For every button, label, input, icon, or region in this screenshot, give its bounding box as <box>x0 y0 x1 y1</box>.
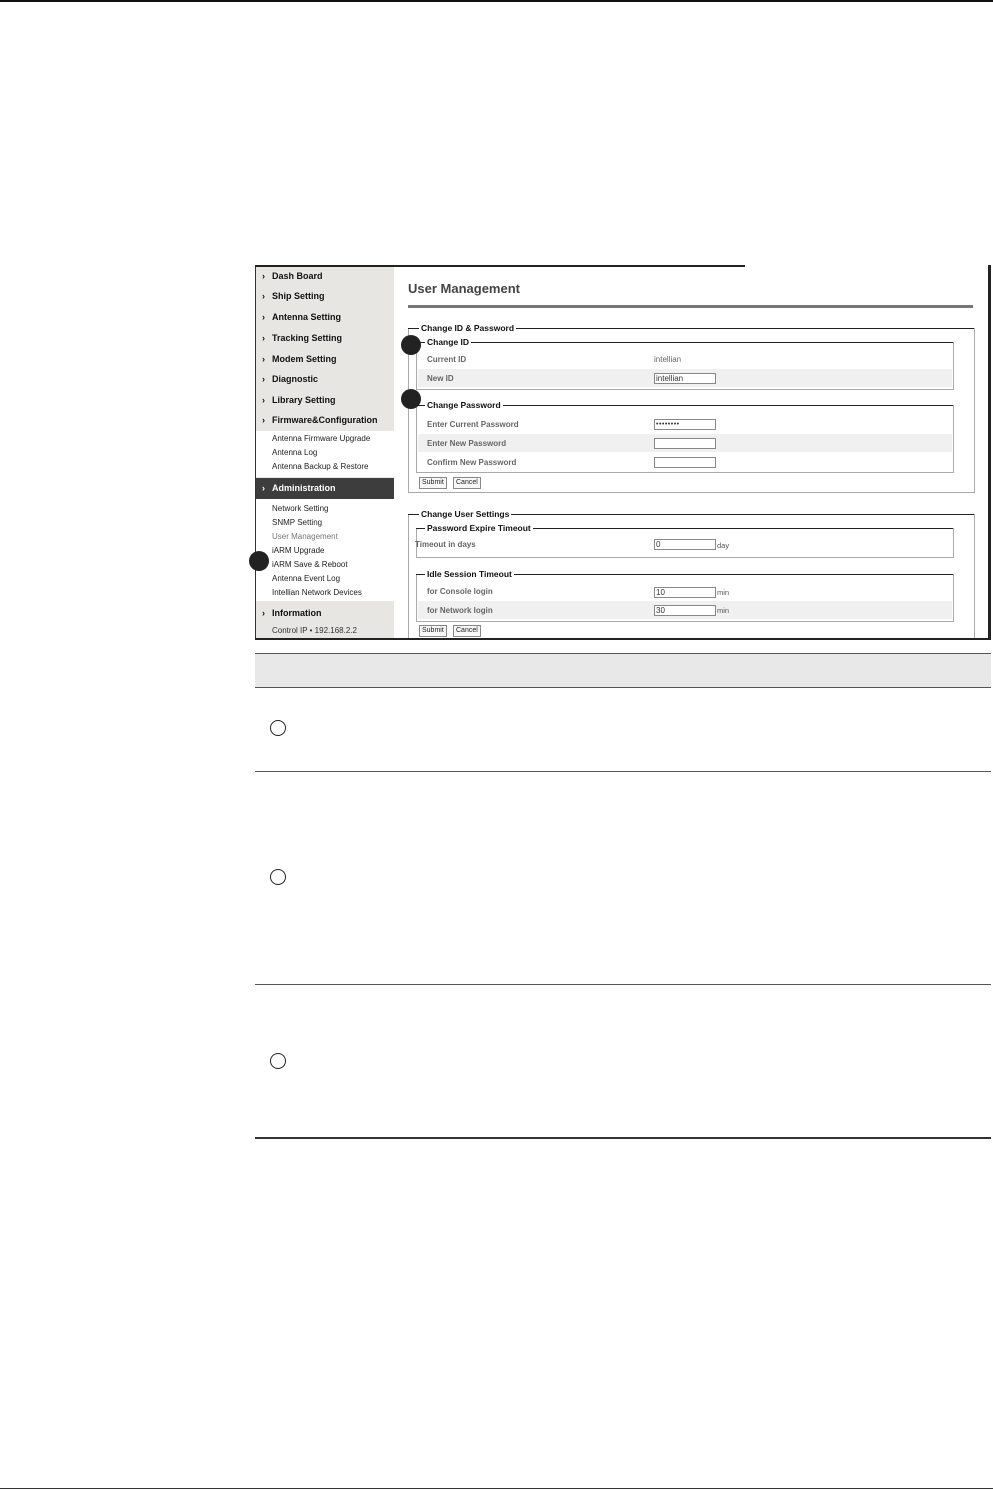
screenshot-border <box>255 265 745 267</box>
change-id-fieldset <box>416 342 954 390</box>
chevron-right-icon: › <box>262 291 265 301</box>
nav-ship-setting[interactable]: › Ship Setting <box>255 286 394 306</box>
nav-information[interactable]: › Information <box>255 603 394 623</box>
timeout-days-label: Timeout in days <box>415 540 476 549</box>
sidebar-item-antenna-log[interactable]: Antenna Log <box>272 448 318 457</box>
new-id-label: New ID <box>427 374 454 383</box>
sidebar-item-iarm-save-reboot[interactable]: iARM Save & Reboot <box>272 560 348 569</box>
nav-administration[interactable]: › Administration <box>255 478 394 499</box>
confirm-password-row <box>418 453 952 471</box>
page-title: User Management <box>408 281 520 296</box>
fieldset-top-line <box>416 342 953 343</box>
sidebar-item-iarm-upgrade[interactable]: iARM Upgrade <box>272 546 325 555</box>
new-password-input[interactable] <box>654 438 716 449</box>
row-number-circle <box>270 869 286 885</box>
nav-library-setting[interactable]: › Library Setting <box>255 390 394 410</box>
sidebar-item-antenna-firmware-upgrade[interactable]: Antenna Firmware Upgrade <box>272 434 371 443</box>
callout-marker <box>249 551 269 571</box>
chevron-right-icon: › <box>262 415 265 425</box>
timeout-days-row <box>415 535 952 553</box>
submit-button[interactable]: Submit <box>419 477 447 489</box>
chevron-right-icon: › <box>262 312 265 322</box>
chevron-right-icon: › <box>262 374 265 384</box>
new-id-input[interactable]: intellian <box>654 373 716 384</box>
network-timeout-unit: min <box>717 606 730 615</box>
change-password-fieldset <box>416 405 954 473</box>
sidebar-item-user-management[interactable]: User Management <box>272 532 338 541</box>
user-settings-legend: Change User Settings <box>421 509 510 519</box>
chevron-right-icon: › <box>262 333 265 343</box>
chevron-right-icon: › <box>262 354 265 364</box>
confirm-password-input[interactable] <box>654 457 716 468</box>
sidebar-item-intellian-network-devices[interactable]: Intellian Network Devices <box>272 588 362 597</box>
sidebar-item-network-setting[interactable]: Network Setting <box>272 504 329 513</box>
change-password-legend: Change Password <box>427 400 501 410</box>
chevron-right-icon: › <box>262 271 265 281</box>
sidebar-item-antenna-event-log[interactable]: Antenna Event Log <box>272 574 341 583</box>
current-id-value: intellian <box>654 355 682 364</box>
screenshot-border <box>255 638 991 640</box>
current-password-label: Enter Current Password <box>427 420 519 429</box>
timeout-days-input[interactable]: 0 <box>654 539 716 550</box>
settings-cancel-button[interactable]: Cancel <box>453 625 481 637</box>
confirm-password-label: Confirm New Password <box>427 458 517 467</box>
control-ip: Control IP • 192.168.2.2 <box>272 626 357 635</box>
web-ui-screenshot <box>255 265 991 640</box>
new-password-row <box>418 434 952 452</box>
chevron-right-icon: › <box>262 395 265 405</box>
idle-fieldset <box>416 574 954 622</box>
console-login-label: for Console login <box>427 587 493 596</box>
main-content <box>395 265 991 640</box>
nav-firmware-configuration[interactable]: › Firmware&Configuration <box>255 410 394 430</box>
current-password-row <box>418 415 952 433</box>
screenshot-border <box>255 265 256 640</box>
expire-legend: Password Expire Timeout <box>427 523 531 533</box>
page-top-rule <box>0 0 993 2</box>
sidebar <box>255 265 394 640</box>
table-row-divider <box>255 771 991 772</box>
firmware-submenu <box>255 431 394 477</box>
id-password-legend: Change ID & Password <box>421 323 515 333</box>
nav-tracking-setting[interactable]: › Tracking Setting <box>255 328 394 348</box>
console-login-row <box>418 583 952 601</box>
sidebar-item-antenna-backup-restore[interactable]: Antenna Backup & Restore <box>272 462 369 471</box>
new-id-row <box>418 369 952 387</box>
row-number-circle <box>270 1053 286 1069</box>
screenshot-border <box>988 265 991 640</box>
nav-antenna-setting[interactable]: › Antenna Setting <box>255 307 394 327</box>
row-number-circle <box>270 720 286 736</box>
table-row-divider <box>255 984 991 985</box>
timeout-days-unit: day <box>717 541 730 550</box>
idle-legend: Idle Session Timeout <box>427 569 512 579</box>
current-id-row <box>418 351 952 369</box>
network-login-row <box>418 601 952 619</box>
new-password-label: Enter New Password <box>427 439 507 448</box>
cancel-button[interactable]: Cancel <box>453 477 481 489</box>
console-timeout-input[interactable]: 10 <box>654 587 716 598</box>
callout-marker <box>401 335 421 355</box>
console-timeout-unit: min <box>717 588 730 597</box>
nav-diagnostic[interactable]: › Diagnostic <box>255 369 394 389</box>
current-id-label: Current ID <box>427 355 467 364</box>
administration-submenu <box>255 499 394 601</box>
title-divider <box>408 305 973 308</box>
network-login-label: for Network login <box>427 606 493 615</box>
callout-marker <box>401 389 421 409</box>
nav-dash-board[interactable]: › Dash Board <box>255 266 394 286</box>
change-id-legend: Change ID <box>427 337 470 347</box>
table-bottom-rule <box>255 1137 991 1139</box>
chevron-right-icon: › <box>262 483 265 493</box>
sidebar-item-snmp-setting[interactable]: SNMP Setting <box>272 518 323 527</box>
nav-modem-setting[interactable]: › Modem Setting <box>255 349 394 369</box>
current-password-input[interactable]: •••••••• <box>654 419 716 430</box>
settings-submit-button[interactable]: Submit <box>419 625 447 637</box>
network-timeout-input[interactable]: 30 <box>654 605 716 616</box>
page-bottom-rule <box>0 1488 993 1489</box>
chevron-right-icon: › <box>262 608 265 618</box>
description-table-header <box>255 653 991 688</box>
